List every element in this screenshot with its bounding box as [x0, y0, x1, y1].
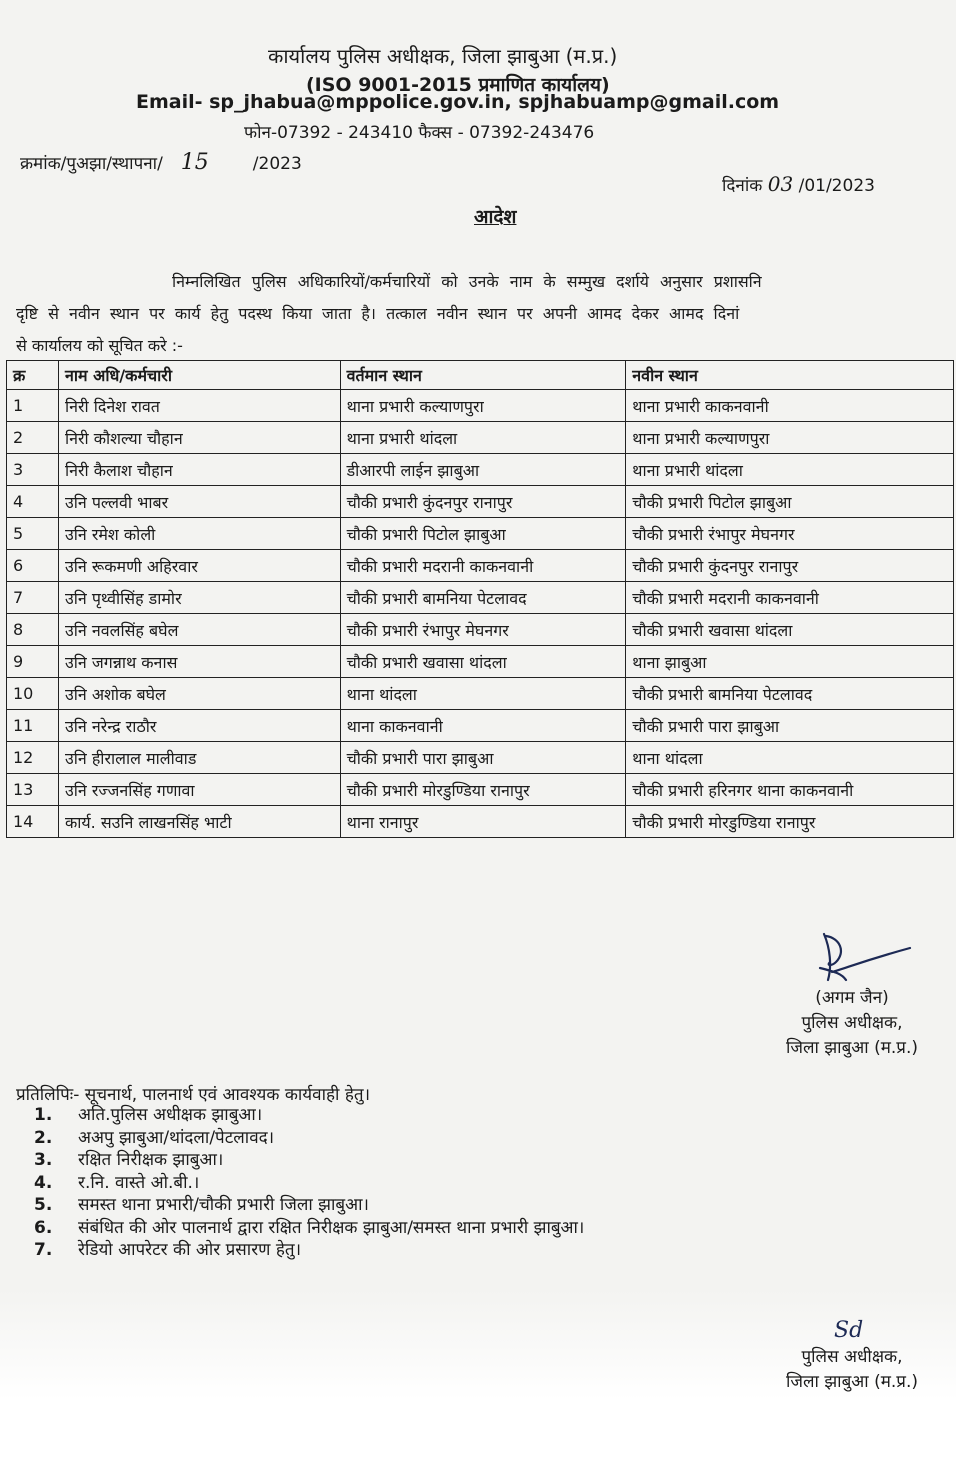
cell-name: उनि रमेश कोली: [58, 518, 340, 550]
cell-name: उनि रूकमणी अहिरवार: [58, 550, 340, 582]
col-header-current-place: वर्तमान स्थान: [340, 361, 626, 390]
cell-serial: 1: [7, 390, 59, 422]
cell-current-place: थाना काकनवानी: [340, 710, 626, 742]
table-row: [7, 550, 954, 582]
cell-new-place: थाना प्रभारी थांदला: [626, 454, 954, 486]
cell-serial: 6: [7, 550, 59, 582]
table-row: [7, 518, 954, 550]
cell-new-place: चौकी प्रभारी रंभापुर मेघनगर: [626, 518, 954, 550]
list-item-number: 5.: [34, 1195, 53, 1215]
date-label: दिनांक: [722, 176, 763, 196]
cell-name: निरी कैलाश चौहान: [58, 454, 340, 486]
sd-signature-mark: Sd: [834, 1318, 864, 1343]
table-row: [7, 614, 954, 646]
signatory-block-copy: [752, 1345, 952, 1395]
col-header-name: नाम अधि/कर्मचारी: [58, 361, 340, 390]
table-row: [7, 742, 954, 774]
cell-new-place: चौकी प्रभारी पिटोल झाबुआ: [626, 486, 954, 518]
cell-new-place: थाना प्रभारी काकनवानी: [626, 390, 954, 422]
signatory-designation-copy: पुलिस अधीक्षक,: [801, 1347, 903, 1367]
cell-current-place: चौकी प्रभारी पिटोल झाबुआ: [340, 518, 626, 550]
list-item: [34, 1170, 584, 1193]
list-item-number: 1.: [34, 1105, 53, 1125]
table-row: [7, 486, 954, 518]
copy-heading: प्रतिलिपिः- सूचनार्थ, पालनार्थ एवं आवश्यक कार्यवाही हेतु।: [16, 1085, 371, 1105]
cell-name: उनि नरेन्द्र राठौर: [58, 710, 340, 742]
copy-list: [34, 1102, 584, 1260]
cell-current-place: थाना प्रभारी कल्याणपुरा: [340, 390, 626, 422]
cell-serial: 2: [7, 422, 59, 454]
table-row: [7, 710, 954, 742]
table-row: [7, 806, 954, 838]
cell-current-place: चौकी प्रभारी बामनिया पेटलावद: [340, 582, 626, 614]
reference-prefix: क्रमांक/पुअझा/स्थापना/: [20, 154, 163, 174]
cell-current-place: थाना थांदला: [340, 678, 626, 710]
list-item: [34, 1237, 584, 1260]
handwritten-signature: [806, 928, 916, 988]
list-item: [34, 1215, 584, 1238]
body-line-2: दृष्टि से नवीन स्थान पर कार्य हेतु पदस्थ किया जाता है। तत्काल नवीन स्थान पर अपनी आमद देकर आमद दिनां: [16, 304, 740, 323]
list-item-number: 4.: [34, 1172, 53, 1193]
cell-current-place: चौकी प्रभारी मोरडुण्डिया रानापुर: [340, 774, 626, 806]
list-item: [34, 1125, 584, 1148]
list-item-number: 6.: [34, 1217, 53, 1238]
list-item: [34, 1147, 584, 1170]
cell-name: उनि जगन्नाथ कनास: [58, 646, 340, 678]
list-item-number: 7.: [34, 1240, 53, 1260]
email-line: Email- sp_jhabua@mppolice.gov.in, spjhabuamp@gmail.com: [136, 91, 780, 113]
cell-name: उनि रज्जनसिंह गणावा: [58, 774, 340, 806]
cell-serial: 7: [7, 582, 59, 614]
cell-serial: 9: [7, 646, 59, 678]
table-row: [7, 646, 954, 678]
body-line-3: से कार्यालय को सूचित करे :-: [16, 336, 183, 355]
cell-current-place: थाना प्रभारी थांदला: [340, 422, 626, 454]
table-row: [7, 678, 954, 710]
table-header-row: [7, 361, 954, 390]
cell-serial: 5: [7, 518, 59, 550]
list-item: [34, 1192, 584, 1215]
transfer-table: [6, 360, 954, 838]
cell-serial: 4: [7, 486, 59, 518]
reference-serial: 15: [180, 150, 209, 175]
cell-serial: 14: [7, 806, 59, 838]
order-title: आदेश: [474, 206, 517, 228]
cell-current-place: थाना रानापुर: [340, 806, 626, 838]
cell-current-place: चौकी प्रभारी खवासा थांदला: [340, 646, 626, 678]
cell-name: निरी दिनेश रावत: [58, 390, 340, 422]
col-header-serial: क्र: [7, 361, 59, 390]
list-item-number: 3.: [34, 1150, 53, 1170]
list-item-text: संबंधित की ओर पालनार्थ द्वारा रक्षित निरीक्षक झाबुआ/समस्त थाना प्रभारी झाबुआ।: [78, 1217, 585, 1238]
list-item: [34, 1102, 584, 1125]
office-title: कार्यालय पुलिस अधीक्षक, जिला झाबुआ (म.प्र.): [268, 44, 618, 68]
cell-serial: 3: [7, 454, 59, 486]
list-item-text: अअपु झाबुआ/थांदला/पेटलावद।: [78, 1127, 275, 1148]
table-row: [7, 582, 954, 614]
table-row: [7, 774, 954, 806]
reference-number: [20, 150, 302, 175]
cell-new-place: चौकी प्रभारी कुंदनपुर रानापुर: [626, 550, 954, 582]
cell-name: उनि अशोक बघेल: [58, 678, 340, 710]
cell-new-place: चौकी प्रभारी मोरडुण्डिया रानापुर: [626, 806, 954, 838]
body-line-1: निम्नलिखित पुलिस अधिकारियों/कर्मचारियों को उनके नाम के सम्मुख दर्शाये अनुसार प्रशासनि: [172, 272, 762, 291]
col-header-new-place: नवीन स्थान: [626, 361, 954, 390]
cell-current-place: चौकी प्रभारी मदरानी काकनवानी: [340, 550, 626, 582]
date-month-year: /01/2023: [798, 176, 875, 196]
cell-new-place: थाना झाबुआ: [626, 646, 954, 678]
cell-current-place: चौकी प्रभारी कुंदनपुर रानापुर: [340, 486, 626, 518]
cell-new-place: चौकी प्रभारी बामनिया पेटलावद: [626, 678, 954, 710]
table-row: [7, 422, 954, 454]
cell-new-place: चौकी प्रभारी पारा झाबुआ: [626, 710, 954, 742]
list-item-text: अति.पुलिस अधीक्षक झाबुआ।: [78, 1105, 263, 1125]
cell-new-place: थाना थांदला: [626, 742, 954, 774]
cell-name: उनि नवलसिंह बघेल: [58, 614, 340, 646]
table-row: [7, 454, 954, 486]
cell-new-place: चौकी प्रभारी खवासा थांदला: [626, 614, 954, 646]
cell-serial: 13: [7, 774, 59, 806]
list-item-number: 2.: [34, 1127, 53, 1148]
cell-new-place: चौकी प्रभारी मदरानी काकनवानी: [626, 582, 954, 614]
cell-name: कार्य. सउनि लाखनसिंह भाटी: [58, 806, 340, 838]
list-item-text: र.नि. वास्ते ओ.बी.।: [78, 1172, 200, 1193]
cell-current-place: चौकी प्रभारी पारा झाबुआ: [340, 742, 626, 774]
reference-year: /2023: [252, 154, 302, 174]
cell-name: उनि पल्लवी भाबर: [58, 486, 340, 518]
cell-new-place: थाना प्रभारी कल्याणपुरा: [626, 422, 954, 454]
phone-fax-line: फोन-07392 - 243410 फैक्स - 07392-243476: [244, 123, 595, 143]
list-item-text: रक्षित निरीक्षक झाबुआ।: [78, 1150, 224, 1170]
signatory-district: जिला झाबुआ (म.प्र.): [785, 1038, 918, 1058]
signatory-name: (अगम जैन): [815, 988, 889, 1008]
cell-new-place: चौकी प्रभारी हरिनगर थाना काकनवानी: [626, 774, 954, 806]
cell-name: उनि हीरालाल मालीवाड: [58, 742, 340, 774]
list-item-text: समस्त थाना प्रभारी/चौकी प्रभारी जिला झाबुआ।: [78, 1195, 369, 1215]
iso-certification: (ISO 9001-2015 प्रमाणित कार्यालय): [306, 74, 610, 96]
cell-serial: 12: [7, 742, 59, 774]
list-item-text: रेडियो आपरेटर की ओर प्रसारण हेतु।: [78, 1240, 302, 1260]
table-row: [7, 390, 954, 422]
date-day: 03: [767, 172, 794, 196]
order-date: [722, 172, 875, 196]
cell-serial: 8: [7, 614, 59, 646]
cell-serial: 10: [7, 678, 59, 710]
signatory-designation: पुलिस अधीक्षक,: [801, 1013, 903, 1033]
cell-current-place: चौकी प्रभारी रंभापुर मेघनगर: [340, 614, 626, 646]
cell-current-place: डीआरपी लाईन झाबुआ: [340, 454, 626, 486]
cell-name: उनि पृथ्वीसिंह डामोर: [58, 582, 340, 614]
signatory-district-copy: जिला झाबुआ (म.प्र.): [785, 1372, 918, 1392]
cell-serial: 11: [7, 710, 59, 742]
signatory-block: [752, 986, 952, 1061]
cell-name: निरी कौशल्या चौहान: [58, 422, 340, 454]
